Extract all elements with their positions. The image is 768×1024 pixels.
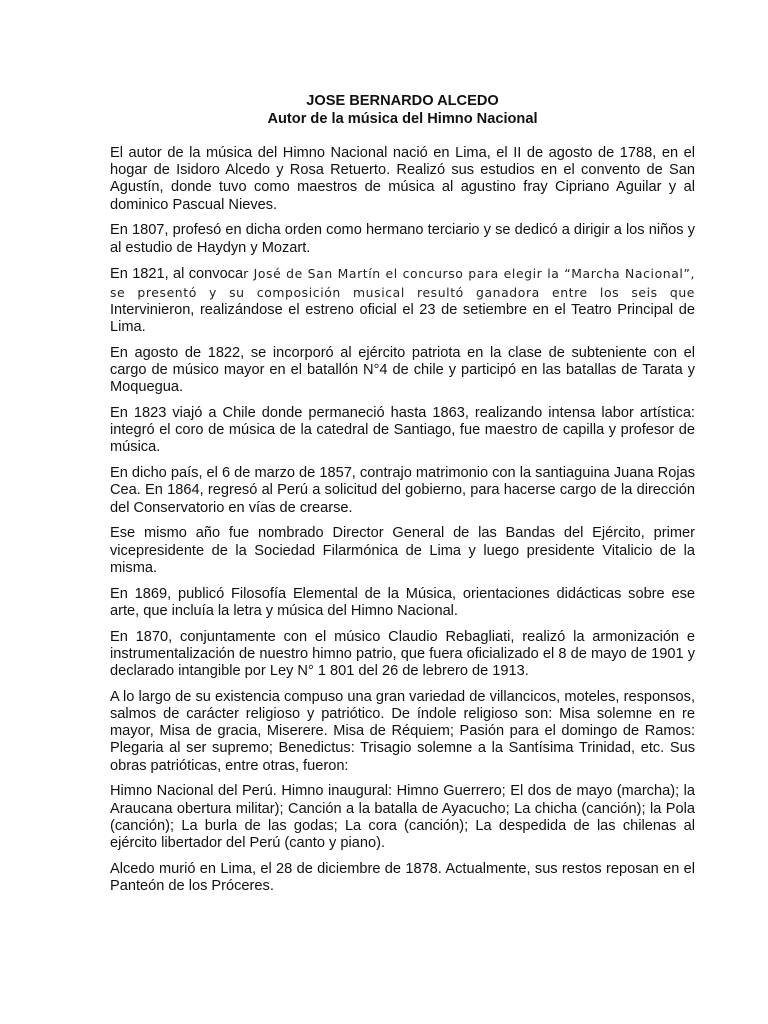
paragraph-tail: Intervinieron, realizándose el estreno oficial el 23 de setiembre en el Teatro Principal de Lima. <box>110 301 695 336</box>
paragraph-alt-font-run: r José de San Martín el concurso para elegir la “Marcha Nacional”, se presentó y su composición musical resultó ganadora entre los seis que <box>110 266 695 300</box>
paragraph <box>110 265 695 336</box>
paragraph-lead: En 1821, al convoca <box>110 266 244 283</box>
paragraph: Ese mismo año fue nombrado Director General de las Bandas del Ejército, primer vicepresidente de la Sociedad Filarmónica de Lima y luego presidente Vitalicio de la misma. <box>110 525 695 576</box>
paragraph: Himno Nacional del Perú. Himno inaugural: Himno Guerrero; El dos de mayo (marcha); la Araucana obertura militar); Canción a la batalla de Ayacucho; La chicha (canción); la Pola (canción); La burla de las godas; La cora (canción); La despedida de las chilenas al ejército libertador del Perú (canto y piano). <box>110 783 695 852</box>
paragraph: En 1869, publicó Filosofía Elemental de la Música, orientaciones didácticas sobre ese arte, que incluía la letra y música del Himno Nacional. <box>110 585 695 619</box>
document-header <box>110 92 695 128</box>
paragraph: El autor de la música del Himno Nacional nació en Lima, el II de agosto de 1788, en el hogar de Isidoro Alcedo y Rosa Retuerto. Realizó sus estudios en el convento de San Agustín, donde tuvo como maestros de música al agustino fray Cipriano Aguilar y al dominico Pascual Nieves. <box>110 145 695 213</box>
paragraph: Alcedo murió en Lima, el 28 de diciembre de 1878. Actualmente, sus restos reposan en el Panteón de los Próceres. <box>110 860 695 895</box>
document-title: JOSE BERNARDO ALCEDO <box>306 93 499 109</box>
document-body <box>110 145 695 904</box>
document-subtitle: Autor de la música del Himno Nacional <box>267 111 538 127</box>
paragraph: A lo largo de su existencia compuso una gran variedad de villancicos, moteles, responsos, salmos de carácter religioso y patriótico. De índole religioso son: Misa solemne en re mayor, Misa de gracia, Miserere. Misa de Réquiem; Pasión para el domingo de Ramos: Plegaria al ser supremo; Benedictus: Trisagio solemne a la Santísima Trinidad, etc. Sus obras patrióticas, entre otras, fueron: <box>110 688 695 774</box>
paragraph: En agosto de 1822, se incorporó al ejército patriota en la clase de subteniente con el cargo de músico mayor en el batallón N°4 de chile y participó en las batallas de Tarata y Moquegua. <box>110 344 695 396</box>
paragraph: En 1870, conjuntamente con el músico Claudio Rebagliati, realizó la armonización e instrumentalización de nuestro himno patrio, que fuera oficializado el 8 de mayo de 1901 y declarado intangible por Ley N° 1 801 del 26 de lebrero de 1913. <box>110 628 695 680</box>
paragraph: En dicho país, el 6 de marzo de 1857, contrajo matrimonio con la santiaguina Juana Rojas Cea. En 1864, regresó al Perú a solicitud del gobierno, para hacerse cargo de la dirección del Conservatorio en vías de crearse. <box>110 465 695 516</box>
paragraph: En 1807, profesó en dicha orden como hermano terciario y se dedicó a dirigir a los niños y al estudio de Haydyn y Mozart. <box>110 222 695 256</box>
paragraph: En 1823 viajó a Chile donde permaneció hasta 1863, realizando intensa labor artística: integró el coro de música de la catedral de Santiago, fue maestro de capilla y profesor de música. <box>110 405 695 456</box>
